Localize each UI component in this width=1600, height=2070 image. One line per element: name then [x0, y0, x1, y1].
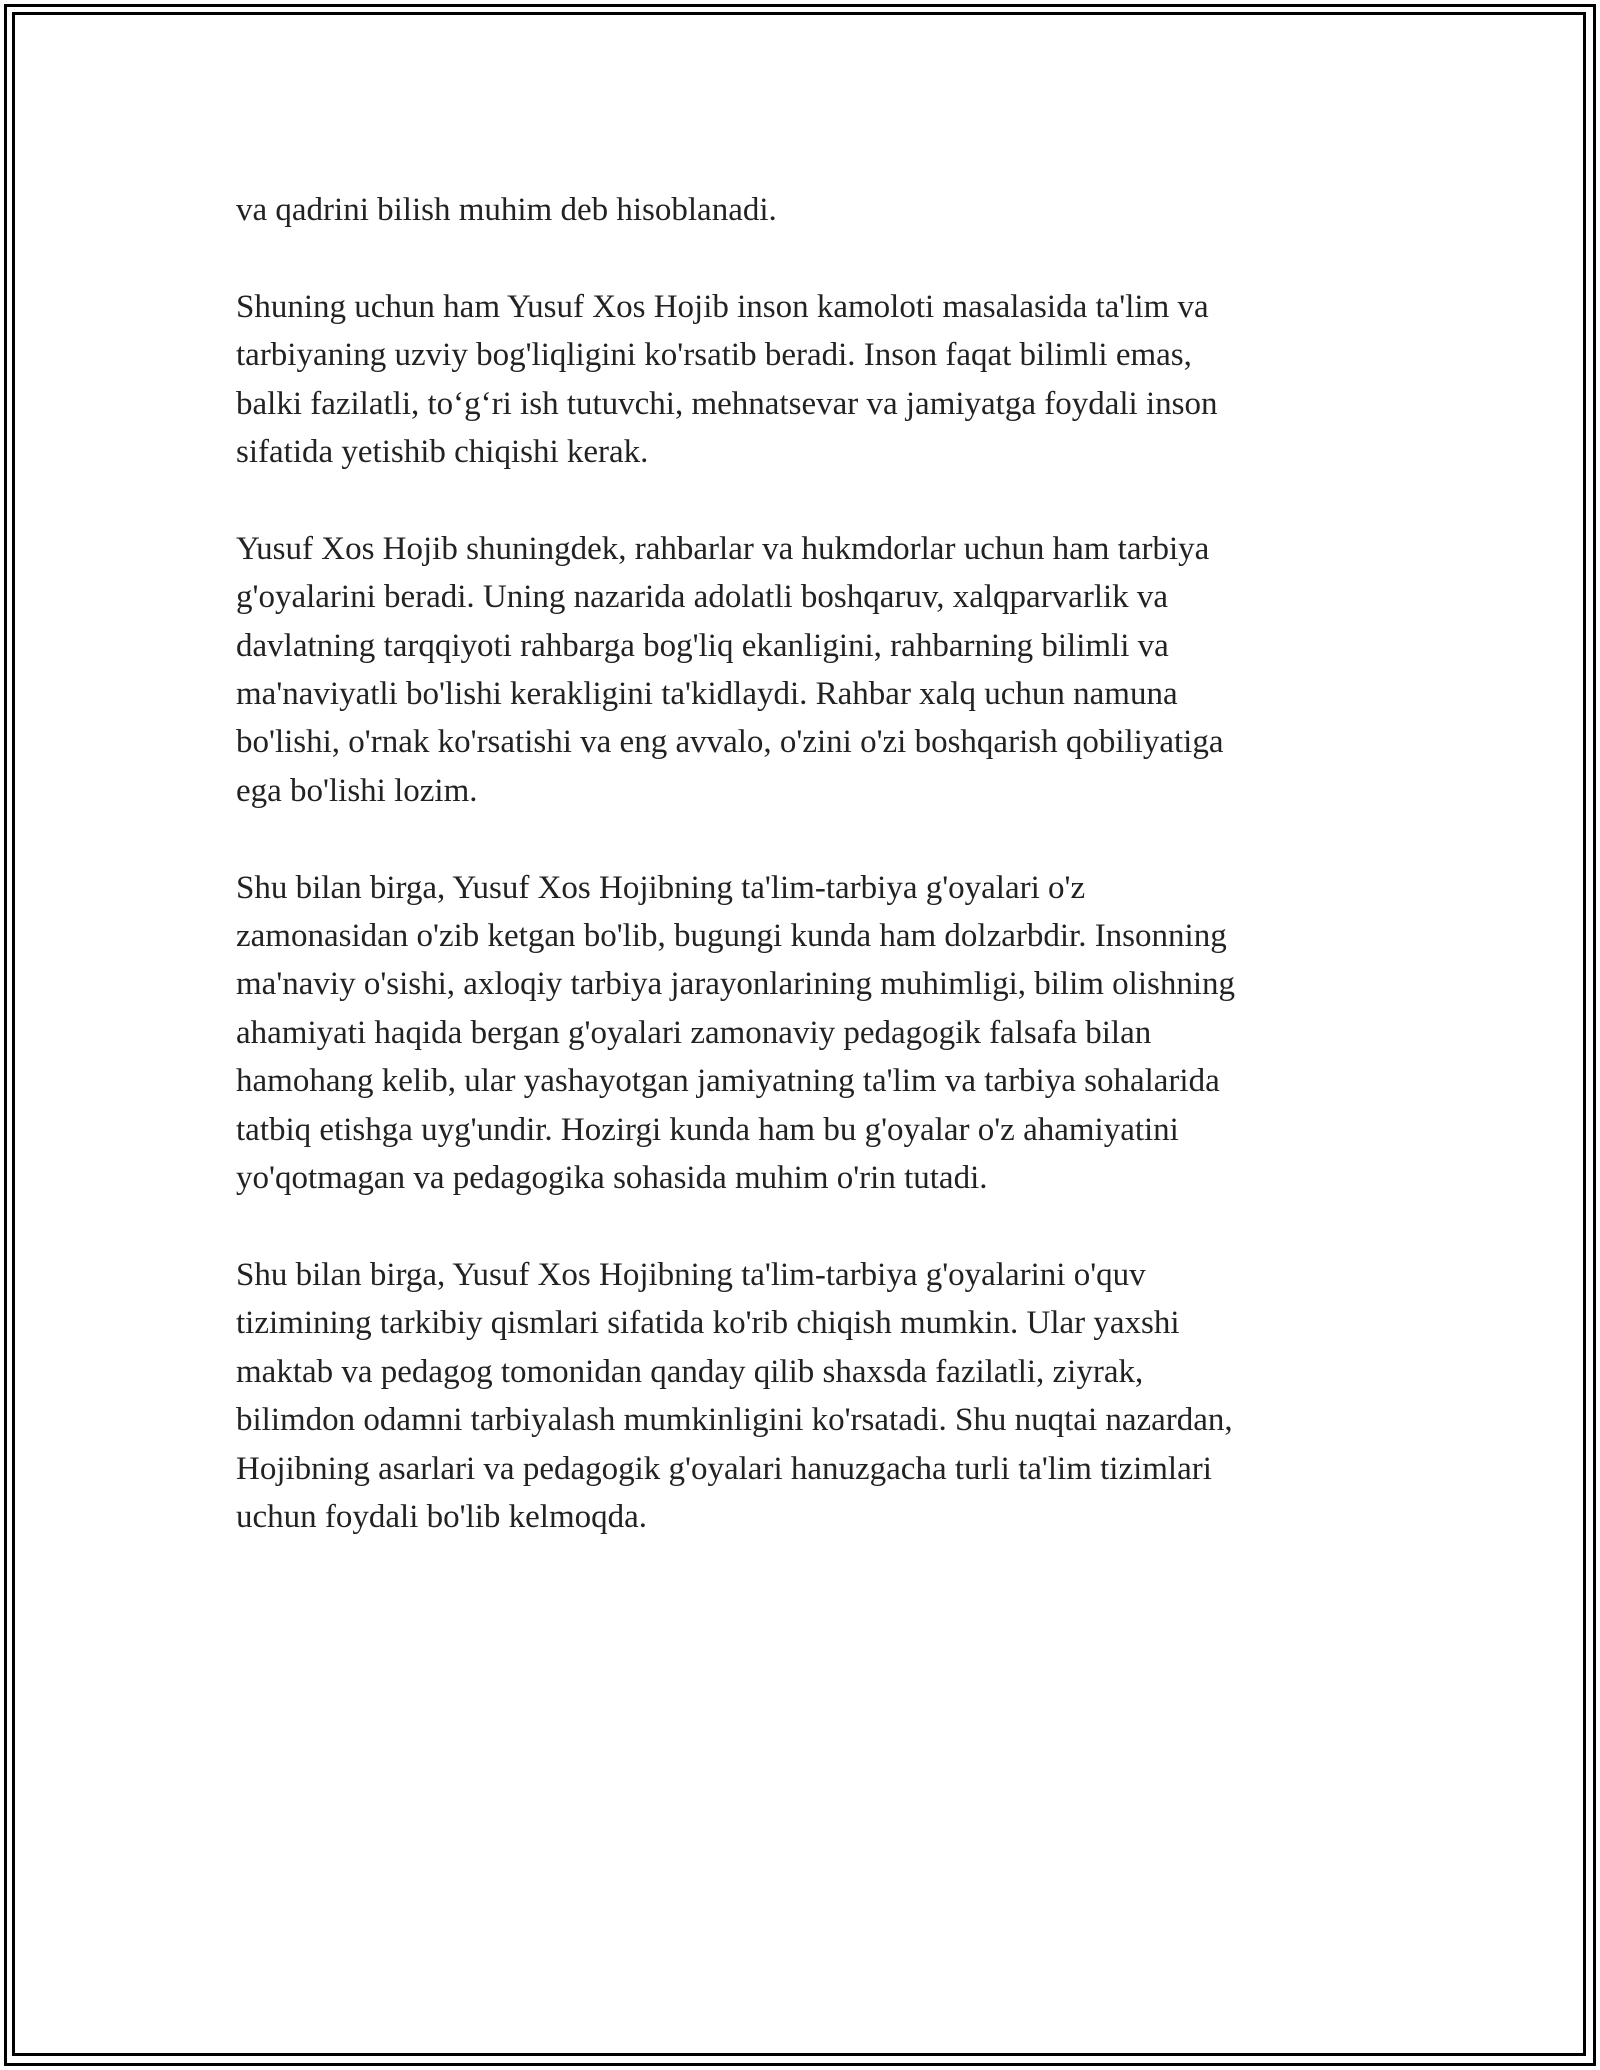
text-line: ma'naviy o'sishi, axloqiy tarbiya jarayonlarining muhimligi, bilim olishning [236, 966, 1236, 1003]
text-line: Yusuf Xos Hojib shuningdek, rahbarlar va hukmdorlar uchun ham tarbiya [236, 530, 1210, 567]
text-line: tizimining tarkibiy qismlari sifatida ko'rib chiqish mumkin. Ular yaxshi [236, 1305, 1180, 1342]
text-line: ma'naviyatli bo'lishi kerakligini ta'kidlaydi. Rahbar xalq uchun namuna [236, 676, 1178, 713]
text-line: yo'qotmagan va pedagogika sohasida muhim o'rin tutadi. [236, 1160, 988, 1197]
text-line: sifatida yetishib chiqishi kerak. [236, 434, 649, 471]
text-line: bo'lishi, o'rnak ko'rsatishi va eng avvalo, o'zini o'zi boshqarish qobiliyatiga [236, 724, 1224, 761]
text-line: va qadrini bilish muhim deb hisoblanadi. [236, 192, 777, 228]
text-line: tarbiyaning uzviy bog'liqligini ko'rsatib beradi. Inson faqat bilimli emas, [236, 337, 1192, 374]
text-line: Hojibning asarlari va pedagogik g'oyalari hanuzgacha turli ta'lim tizimlari [236, 1450, 1212, 1487]
text-line: tatbiq etishga uyg'undir. Hozirgi kunda ham bu g'oyalar o'z ahamiyatini [236, 1111, 1179, 1148]
text-line: Shuning uchun ham Yusuf Xos Hojib inson kamoloti masalasida ta'lim va [236, 288, 1209, 325]
text-line: bilimdon odamni tarbiyalash mumkinligini ko'rsatadi. Shu nuqtai nazardan, [236, 1402, 1233, 1439]
text-line: g'oyalarini beradi. Uning nazarida adolatli boshqaruv, xalqparvarlik va [236, 579, 1169, 616]
text-line: balki fazilatli, to‘g‘ri ish tutuvchi, mehnatsevar va jamiyatga foydali inson [236, 385, 1218, 422]
paragraph-1 [236, 186, 1366, 234]
text-line: hamohang kelib, ular yashayotgan jamiyatning ta'lim va tarbiya sohalarida [236, 1063, 1220, 1100]
text-line: maktab va pedagog tomonidan qanday qilib shaxsda fazilatli, ziyrak, [236, 1353, 1144, 1390]
paragraph-4 [236, 864, 1366, 1203]
text-line: uchun foydali bo'lib kelmoqda. [236, 1498, 648, 1535]
text-line: ega bo'lishi lozim. [236, 772, 478, 809]
text-line: Shu bilan birga, Yusuf Xos Hojibning ta'lim-tarbiya g'oyalari o'z [236, 869, 1086, 906]
text-line: davlatning tarqqiyoti rahbarga bog'liq ekanligini, rahbarning bilimli va [236, 627, 1169, 664]
document-body [236, 186, 1366, 1590]
paragraph-2 [236, 283, 1366, 477]
text-line: Shu bilan birga, Yusuf Xos Hojibning ta'lim-tarbiya g'oyalarini o'quv [236, 1256, 1146, 1293]
paragraph-5 [236, 1251, 1366, 1541]
text-line: ahamiyati haqida bergan g'oyalari zamonaviy pedagogik falsafa bilan [236, 1014, 1152, 1051]
text-line: zamonasidan o'zib ketgan bo'lib, bugungi kunda ham dolzarbdir. Insonning [236, 918, 1227, 955]
paragraph-3 [236, 525, 1366, 815]
